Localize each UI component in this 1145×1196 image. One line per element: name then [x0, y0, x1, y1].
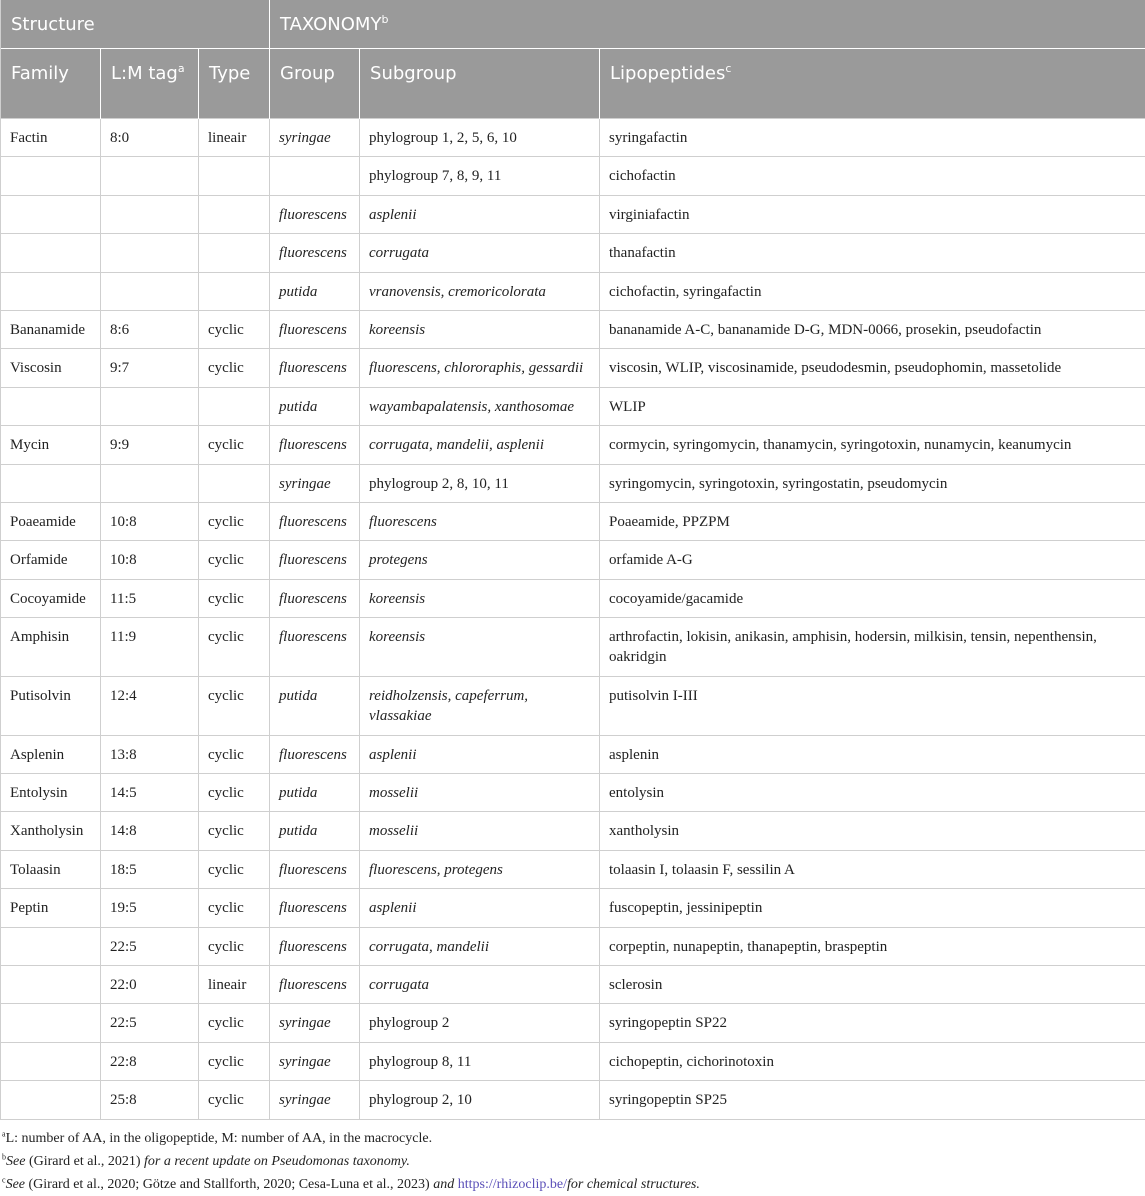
group-cell: fluorescens — [270, 502, 360, 540]
group-cell: putida — [270, 676, 360, 735]
family-cell: Cocoyamide — [1, 579, 101, 617]
type-cell: cyclic — [199, 502, 270, 540]
type-cell — [199, 195, 270, 233]
table-row — [1, 1081, 1145, 1119]
family-cell: Factin — [1, 119, 101, 157]
family-cell: Poaeamide — [1, 502, 101, 540]
group-cell — [270, 157, 360, 195]
family-cell — [1, 464, 101, 502]
group-cell: putida — [270, 387, 360, 425]
group-cell: fluorescens — [270, 966, 360, 1004]
subgroup-cell: asplenii — [360, 735, 600, 773]
lipopeptides-cell: tolaasin I, tolaasin F, sessilin A — [600, 850, 1145, 888]
type-cell: cyclic — [199, 812, 270, 850]
lm-tag-cell: 22:8 — [101, 1042, 199, 1080]
header-row-top — [1, 0, 1145, 49]
table-row — [1, 426, 1145, 464]
subgroup-cell: koreensis — [360, 310, 600, 348]
group-cell: fluorescens — [270, 889, 360, 927]
lm-tag-cell — [101, 272, 199, 310]
lipopeptides-cell: syringomycin, syringotoxin, syringostatin, pseudomycin — [600, 464, 1145, 502]
lm-tag-cell — [101, 387, 199, 425]
lipopeptides-cell: WLIP — [600, 387, 1145, 425]
table-row — [1, 157, 1145, 195]
subgroup-cell: mosselii — [360, 812, 600, 850]
type-cell: cyclic — [199, 1042, 270, 1080]
table-row — [1, 812, 1145, 850]
family-cell — [1, 387, 101, 425]
lipopeptides-cell: putisolvin I-III — [600, 676, 1145, 735]
family-cell — [1, 966, 101, 1004]
group-cell: fluorescens — [270, 850, 360, 888]
group-cell: fluorescens — [270, 310, 360, 348]
table-row — [1, 119, 1145, 157]
group-cell: fluorescens — [270, 349, 360, 387]
family-cell: Orfamide — [1, 541, 101, 579]
subgroup-cell: phylogroup 2 — [360, 1004, 600, 1042]
family-cell — [1, 1004, 101, 1042]
group-cell: syringae — [270, 1081, 360, 1119]
group-header: Group — [270, 49, 360, 119]
type-header: Type — [199, 49, 270, 119]
rhizoclip-link[interactable]: https://rhizoclip.be/ — [458, 1177, 567, 1192]
lm-tag-cell: 14:8 — [101, 812, 199, 850]
lipopeptides-cell: cichopeptin, cichorinotoxin — [600, 1042, 1145, 1080]
type-cell — [199, 464, 270, 502]
subgroup-cell: phylogroup 2, 8, 10, 11 — [360, 464, 600, 502]
group-cell: syringae — [270, 119, 360, 157]
subgroup-cell: koreensis — [360, 579, 600, 617]
lipopeptides-cell: orfamide A-G — [600, 541, 1145, 579]
table-row — [1, 774, 1145, 812]
lipopeptides-cell: syringopeptin SP25 — [600, 1081, 1145, 1119]
lm-tag-cell: 19:5 — [101, 889, 199, 927]
lipopeptides-header: Lipopeptides$^c$ — [600, 49, 1145, 119]
taxonomy-header: TAXONOMY$^b$ — [270, 0, 1145, 49]
lipopeptides-cell: cocoyamide/gacamide — [600, 579, 1145, 617]
family-cell — [1, 927, 101, 965]
lm-tag-cell: 9:9 — [101, 426, 199, 464]
group-cell: putida — [270, 272, 360, 310]
lm-tag-cell: 13:8 — [101, 735, 199, 773]
type-cell: cyclic — [199, 1081, 270, 1119]
subgroup-cell: wayambapalatensis, xanthosomae — [360, 387, 600, 425]
lm-tag-cell: 14:5 — [101, 774, 199, 812]
subgroup-cell: phylogroup 8, 11 — [360, 1042, 600, 1080]
table-row — [1, 927, 1145, 965]
table-row — [1, 850, 1145, 888]
lipopeptides-cell: fuscopeptin, jessinipeptin — [600, 889, 1145, 927]
subgroup-cell: corrugata — [360, 966, 600, 1004]
lipopeptides-cell: corpeptin, nunapeptin, thanapeptin, braspeptin — [600, 927, 1145, 965]
table-row — [1, 966, 1145, 1004]
type-cell — [199, 234, 270, 272]
table-row — [1, 234, 1145, 272]
table-row — [1, 676, 1145, 735]
lm-tag-cell — [101, 234, 199, 272]
subgroup-cell: asplenii — [360, 195, 600, 233]
table-row — [1, 464, 1145, 502]
table-row — [1, 735, 1145, 773]
table-row — [1, 502, 1145, 540]
lipopeptides-cell: sclerosin — [600, 966, 1145, 1004]
table-row — [1, 272, 1145, 310]
group-cell: fluorescens — [270, 927, 360, 965]
family-cell: Putisolvin — [1, 676, 101, 735]
type-cell: lineair — [199, 966, 270, 1004]
lipopeptides-cell: syringopeptin SP22 — [600, 1004, 1145, 1042]
type-cell: cyclic — [199, 927, 270, 965]
family-cell: Asplenin — [1, 735, 101, 773]
type-cell: cyclic — [199, 1004, 270, 1042]
lm-tag-cell: 18:5 — [101, 850, 199, 888]
lm-tag-cell: 8:0 — [101, 119, 199, 157]
lipopeptides-cell: syringafactin — [600, 119, 1145, 157]
lipopeptides-cell: cichofactin — [600, 157, 1145, 195]
footnote-a: $^a$L: number of AA, in the oligopeptide, M: number of AA, in the macrocycle. — [2, 1127, 1142, 1150]
family-cell: Mycin — [1, 426, 101, 464]
type-cell: cyclic — [199, 676, 270, 735]
lm-tag-cell: 10:8 — [101, 502, 199, 540]
lipopeptides-cell: cormycin, syringomycin, thanamycin, syringotoxin, nunamycin, keanumycin — [600, 426, 1145, 464]
subgroup-cell: corrugata, mandelii, asplenii — [360, 426, 600, 464]
group-cell: putida — [270, 774, 360, 812]
family-cell: Entolysin — [1, 774, 101, 812]
group-cell: fluorescens — [270, 426, 360, 464]
lm-tag-cell: 8:6 — [101, 310, 199, 348]
subgroup-cell: corrugata — [360, 234, 600, 272]
type-cell: cyclic — [199, 618, 270, 677]
group-cell: fluorescens — [270, 541, 360, 579]
family-cell: Tolaasin — [1, 850, 101, 888]
family-cell — [1, 157, 101, 195]
family-cell: Xantholysin — [1, 812, 101, 850]
lm-tag-cell: 11:5 — [101, 579, 199, 617]
subgroup-cell: koreensis — [360, 618, 600, 677]
subgroup-cell: fluorescens — [360, 502, 600, 540]
group-cell: fluorescens — [270, 579, 360, 617]
subgroup-cell: phylogroup 7, 8, 9, 11 — [360, 157, 600, 195]
subgroup-cell: fluorescens, protegens — [360, 850, 600, 888]
type-cell: cyclic — [199, 850, 270, 888]
family-cell — [1, 234, 101, 272]
subgroup-cell: reidholzensis, capeferrum, vlassakiae — [360, 676, 600, 735]
lm-tag-cell — [101, 464, 199, 502]
family-cell — [1, 195, 101, 233]
lm-tag-cell — [101, 157, 199, 195]
lm-tag-cell: 9:7 — [101, 349, 199, 387]
lm-tag-cell: 10:8 — [101, 541, 199, 579]
lm-tag-header: L:M tag$^a$ — [101, 49, 199, 119]
lipopeptides-cell: Poaeamide, PPZPM — [600, 502, 1145, 540]
lipopeptides-cell: virginiafactin — [600, 195, 1145, 233]
group-cell: fluorescens — [270, 735, 360, 773]
family-cell — [1, 1042, 101, 1080]
lm-tag-cell: 25:8 — [101, 1081, 199, 1119]
type-cell: cyclic — [199, 579, 270, 617]
type-cell: cyclic — [199, 889, 270, 927]
group-cell: fluorescens — [270, 618, 360, 677]
type-cell — [199, 272, 270, 310]
type-cell: lineair — [199, 119, 270, 157]
lm-tag-cell: 22:5 — [101, 927, 199, 965]
type-cell: cyclic — [199, 310, 270, 348]
footnote-c: $^c$See (Girard et al., 2020; Götze and Stallforth, 2020; Cesa-Luna et al., 2023) and https://rhizoclip.be/for chemical structures. — [2, 1173, 1142, 1196]
table-row — [1, 889, 1145, 927]
subgroup-cell: asplenii — [360, 889, 600, 927]
table-row — [1, 1004, 1145, 1042]
subgroup-cell: phylogroup 2, 10 — [360, 1081, 600, 1119]
table-row — [1, 387, 1145, 425]
table-row — [1, 349, 1145, 387]
type-cell: cyclic — [199, 735, 270, 773]
family-cell: Bananamide — [1, 310, 101, 348]
type-cell: cyclic — [199, 541, 270, 579]
table-body — [1, 119, 1145, 1120]
subgroup-header: Subgroup — [360, 49, 600, 119]
subgroup-cell: protegens — [360, 541, 600, 579]
lipopeptides-cell: asplenin — [600, 735, 1145, 773]
lipopeptides-cell: entolysin — [600, 774, 1145, 812]
table-row — [1, 579, 1145, 617]
header-row-columns — [1, 49, 1145, 119]
group-cell: syringae — [270, 464, 360, 502]
family-header: Family — [1, 49, 101, 119]
lipopeptides-cell: xantholysin — [600, 812, 1145, 850]
lm-tag-cell — [101, 195, 199, 233]
family-cell — [1, 1081, 101, 1119]
family-cell — [1, 272, 101, 310]
table-row — [1, 541, 1145, 579]
type-cell: cyclic — [199, 774, 270, 812]
structure-header: Structure — [1, 0, 270, 49]
lm-tag-cell: 22:5 — [101, 1004, 199, 1042]
table-row — [1, 195, 1145, 233]
group-cell: syringae — [270, 1004, 360, 1042]
type-cell: cyclic — [199, 349, 270, 387]
lipopeptides-cell: arthrofactin, lokisin, anikasin, amphisin, hodersin, milkisin, tensin, nepenthensin, oakridgin — [600, 618, 1145, 677]
lipopeptides-cell: cichofactin, syringafactin — [600, 272, 1145, 310]
type-cell: cyclic — [199, 426, 270, 464]
lipopeptides-cell: bananamide A-C, bananamide D-G, MDN-0066, prosekin, pseudofactin — [600, 310, 1145, 348]
footnote-b: $^b$See (Girard et al., 2021) for a recent update on Pseudomonas taxonomy. — [2, 1150, 1142, 1173]
table-row — [1, 618, 1145, 677]
lm-tag-cell: 22:0 — [101, 966, 199, 1004]
lipopeptides-cell: thanafactin — [600, 234, 1145, 272]
subgroup-cell: vranovensis, cremoricolorata — [360, 272, 600, 310]
subgroup-cell: phylogroup 1, 2, 5, 6, 10 — [360, 119, 600, 157]
type-cell — [199, 157, 270, 195]
lm-tag-cell: 12:4 — [101, 676, 199, 735]
group-cell: fluorescens — [270, 195, 360, 233]
subgroup-cell: fluorescens, chlororaphis, gessardii — [360, 349, 600, 387]
table-row — [1, 1042, 1145, 1080]
group-cell: putida — [270, 812, 360, 850]
group-cell: fluorescens — [270, 234, 360, 272]
family-cell: Amphisin — [1, 618, 101, 677]
family-cell: Viscosin — [1, 349, 101, 387]
family-cell: Peptin — [1, 889, 101, 927]
lm-tag-cell: 11:9 — [101, 618, 199, 677]
group-cell: syringae — [270, 1042, 360, 1080]
footnotes — [2, 1127, 1142, 1196]
type-cell — [199, 387, 270, 425]
lipopeptides-cell: viscosin, WLIP, viscosinamide, pseudodesmin, pseudophomin, massetolide — [600, 349, 1145, 387]
subgroup-cell: mosselii — [360, 774, 600, 812]
table-row — [1, 310, 1145, 348]
subgroup-cell: corrugata, mandelii — [360, 927, 600, 965]
